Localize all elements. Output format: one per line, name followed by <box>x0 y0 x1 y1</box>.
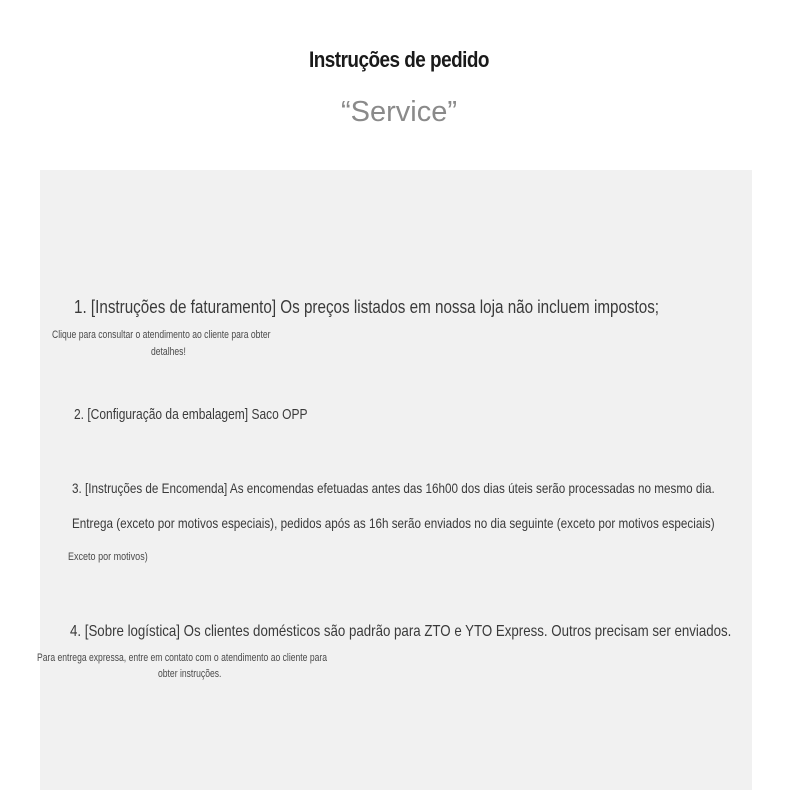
instruction-1-text: 1. [Instruções de faturamento] Os preços listados em nossa loja não incluem impostos; <box>74 297 660 317</box>
page-subtitle: “Service” <box>340 96 457 128</box>
instruction-3-note: Exceto por motivos) <box>68 551 148 563</box>
instruction-4-text: 4. [Sobre logística] Os clientes domésticos são padrão para ZTO e YTO Express. Outros precisam ser enviados. <box>70 623 732 640</box>
instruction-1-note-continued[interactable]: detalhes! <box>151 346 186 358</box>
instruction-4-note[interactable]: Para entrega expressa, entre em contato com o atendimento ao cliente para <box>37 652 327 664</box>
instruction-4-note-continued[interactable]: obter instruções. <box>158 668 222 680</box>
instruction-3-continuation: Entrega (exceto por motivos especiais), pedidos após as 16h serão enviados no dia seguinte (exceto por motivos especiais) <box>72 515 715 531</box>
page-title: Instruções de pedido <box>309 47 489 72</box>
instruction-3-text: 3. [Instruções de Encomenda] As encomendas efetuadas antes das 16h00 dos dias úteis serão processadas no mesmo dia. <box>72 480 715 496</box>
instruction-2-text: 2. [Configuração da embalagem] Saco OPP <box>74 406 308 423</box>
instruction-1-note[interactable]: Clique para consultar o atendimento ao cliente para obter <box>52 329 271 341</box>
